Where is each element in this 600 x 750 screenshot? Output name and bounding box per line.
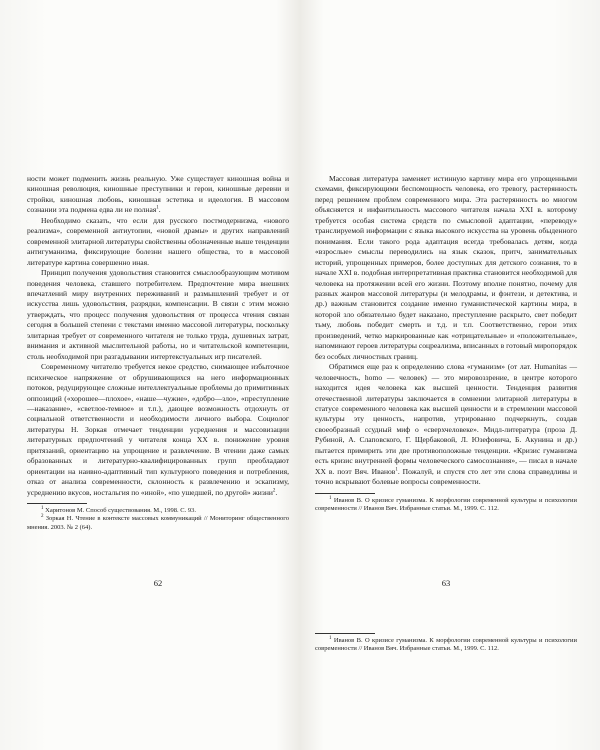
bottom-footnote: $^1$ Иванов В. О кризисе гуманизма. К морфологии современной культуры и психологии современности // Иванов Вяч. Избранные статьи. М., 1999. С. 112. (315, 635, 577, 653)
bottom-footnote-block (315, 628, 577, 654)
footnote-divider-right (315, 493, 375, 494)
right-paragraph-2: Обратимся еще раз к определению слова «гуманизм» (от лат. Humanitas — человечность, homo — человек) — это мировоззрение, в центре которого находится идея человека как высшей ценности. Тенденция развития отечественной литературы заключается в сомнении элитарной литературы в статусе современного человека как высшей ценности и в стремлении массовой культуры эту ценность, напротив, утрированно подчеркнуть, создав своеобразный ссудный миф о «сверхчеловеке». Мидл-литература (проза Д. Рубиной, А. Слаповского, Г. Щербаковой, Л. Юзефовича, Б. Акунина и др.) пытается примирить эти две противоположные тенденции. «Кризис гуманизма есть кризис внутренней формы человеческого самосознания», — писал в начале XX в. поэт Вяч. Иванов$^1$. Пожалуй, и спустя сто лет эти слова справедливы и точно вскрывают болевые вопросы современности. (315, 362, 577, 487)
footnote-ref-2: 2 (272, 488, 276, 494)
right-paragraph-1: Массовая литература заменяет истинную картину мира его упрощенными схемами, фиксирующими беспомощность человека, его тревогу, растерянность перед решением проблем современного мира. Эта растерянность во многом объясняется и инфантильность массового читателя начала XXI в. которому требуется особая система средств по смысловой адаптации, «переводу» транслируемой информации с языка высокого искусства на уровень обыденного понимания. Если такого рода адаптация всегда требовалась детям, когда «взрослые» смыслы переводились на язык сказок, притч, занимательных историй, упрощенных примеров, более доступных для детского сознания, то в начале XXI в. подобная интерпретативная практика становится необходимой для человека на протяжении всей его жизни. Поэтому вполне понятно, почему для разных жанров массовой литературы (и мелодрамы, и фэнтези, и детектива, и др.) важным становится создание именно гуманистической картины мира, в которой зло обязательно будет наказано, преступление раскрыто, свет победит тьму, любовь победит смерть и т.д. и т.п. Соответственно, герои этих произведений, четко маркированные как «отрицательные» и «положительные», напоминают героев литературы соцреализма, вписанных в готовый миропорядок без особых личностных границ. (315, 174, 577, 361)
left-paragraph-3: Принцип получения удовольствия становится смыслообразующим мотивом поведения человека, ставшего потребителем. Предпочтение мира внешних впечатлений миру внутренних переживаний и размышлений требует и от искусства лишь удовольствия, разрядки, компенсации. В связи с этим можно утверждать, что процесс получения удовольствия от процесса чтения связан сегодня в большей степени с текстами именно массовой литературы, поскольку элитарная требует от современного читателя не только труда, душевных затрат, внимания и активной мыслительной работы, но и читательской компетенции, столь необходимой при разгадывании интертекстуальных игр писателей. (27, 268, 289, 361)
footnote-ref-1: 1 (156, 205, 159, 211)
right-footnote-1: $^1$ Иванов В. О кризисе гуманизма. К морфологии современной культуры и психологии современности // Иванов Вяч. Избранные статьи. М., 1999. С. 112. (315, 495, 577, 512)
left-paragraph-4: Современному читателю требуется некое средство, снимающее избыточное психическое напряжение от обрушивающихся на него информационных потоков, редуцирующее сложные интеллектуальные проблемы до примитивных оппозиций («хорошее—плохое», «наше—чужие», «добро—зло», «преступление—наказание», «светлое-темное» и т.п.), дающее возможность отдохнуть от социальной ответственности и необходимости личного выбора. Социолог литературы Н. Зоркая отмечает тенденции усреднения и массовизации литературных предпочтений у читателя конца XX в. понижение уровня притязаний, ориентацию на упрощение и развлечение. В чтении даже самых образованных и литературно-квалифицированных групп преобладают ориентации на наивно-адаптивный тип культурного поведения и потребления, отказ от анализа современности, склонность к развлечению и эскапизму, усреднению вкусов, ностальгия по «иной», «по ушедшей, по другой» жизни$^2$. (27, 362, 289, 497)
page-number-right: 63 (441, 578, 451, 588)
page-number-left: 62 (153, 578, 163, 588)
left-footnote-2: $^2$ Зоркая Н. Чтение в контексте массовых коммуникаций // Мониторинг общественного мнения. 2003. № 2 (64). (27, 514, 289, 531)
left-footnote-1: $^1$ Харитонов М. Способ существования. М., 1998. С. 93. (41, 505, 196, 515)
left-page (27, 174, 289, 532)
left-paragraph-2: Необходимо сказать, что если для русского постмодернизма, «нового реализма», современной антиутопии, «новой драмы» и других направлений современной элитарной литературы свойственны обозначенные выше тенденции антигуманизма, фиксирующие болезни нашего общества, то в массовой литературе картина совершенно иная. (27, 215, 289, 267)
footnote-ref-right-1: 1 (395, 467, 398, 473)
footnote-divider (27, 503, 87, 504)
left-paragraph-1: ности может подменить жизнь реальную. Уже существует киношная война и киношная революция, киношные преступники и герои, киношные деревни и стройки, киношная любовь, киношная эстетика и идеология. В массовом сознании эта подмена едва ли не полная$^1$. (27, 174, 289, 215)
bottom-footnote-divider (315, 633, 375, 634)
right-page (315, 174, 577, 513)
